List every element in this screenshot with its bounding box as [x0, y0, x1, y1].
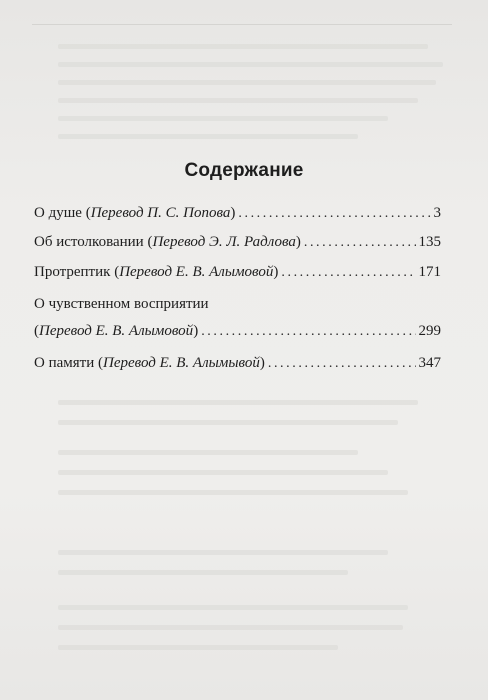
toc-entry-translator: Перевод Э. Л. Радлова [152, 234, 296, 250]
bleed-through-line [58, 80, 436, 85]
bleed-through-line [58, 62, 443, 67]
page-title: Содержание [184, 160, 304, 181]
bleed-through-line [58, 625, 403, 630]
toc-entry-page: 3 [433, 205, 441, 221]
bleed-through-line [58, 134, 358, 139]
leader-dots [268, 356, 416, 372]
bleed-through-line [58, 450, 358, 455]
bleed-through-line [58, 116, 388, 121]
toc-entry[interactable] [34, 355, 441, 375]
toc-entry-title: Об истолковании [34, 234, 144, 250]
toc-entry[interactable] [34, 205, 441, 225]
bleed-through-line [58, 550, 388, 555]
toc-entry-translator: Перевод Е. В. Алымовой [39, 323, 194, 339]
toc-entry-title: Протрептик [34, 264, 111, 280]
toc-entry-paren: ( [114, 264, 120, 280]
toc-entry-translator: Перевод Е. В. Алымовой [119, 264, 274, 280]
page-header-rule [32, 24, 452, 25]
toc-entry-page: 347 [418, 355, 441, 371]
toc-entry-page: 135 [418, 234, 441, 250]
table-of-contents [34, 205, 441, 375]
toc-entry-paren: ) [259, 355, 265, 371]
bleed-through-line [58, 98, 418, 103]
leader-dots [281, 265, 415, 281]
toc-entry-title: О чувственном восприятии [34, 296, 209, 312]
leader-dots [238, 206, 430, 222]
leader-dots [201, 324, 415, 340]
toc-entry-paren: ( [98, 355, 103, 371]
toc-entry-title-line[interactable] [34, 296, 441, 315]
leader-dots [304, 235, 416, 251]
toc-entry[interactable] [34, 264, 441, 284]
bleed-through-line [58, 490, 408, 495]
toc-entry-paren: ) [273, 264, 279, 280]
bleed-through-line [58, 44, 428, 49]
toc-entry-page: 171 [418, 264, 441, 280]
toc-entry[interactable] [34, 234, 441, 254]
bleed-through-line [58, 470, 388, 475]
toc-entry-paren: ( [34, 323, 39, 339]
toc-entry-paren: ( [85, 205, 91, 221]
toc-entry-paren: ) [193, 323, 199, 339]
toc-entry-title: О памяти [34, 355, 95, 371]
toc-entry-translator: Перевод Е. В. Алымывой [103, 355, 260, 371]
toc-entry-paren: ) [295, 234, 301, 250]
toc-entry-paren: ( [147, 234, 153, 250]
toc-entry[interactable] [34, 323, 441, 343]
bleed-through-line [58, 570, 348, 575]
bleed-through-line [58, 400, 418, 405]
bleed-through-line [58, 645, 338, 650]
toc-entry-title: О душе [34, 205, 82, 221]
bleed-through-line [58, 605, 408, 610]
toc-entry-page: 299 [418, 323, 441, 339]
toc-entry-translator: Перевод П. С. Попова [90, 205, 231, 221]
toc-entry-paren: ) [230, 205, 236, 221]
bleed-through-line [58, 420, 398, 425]
